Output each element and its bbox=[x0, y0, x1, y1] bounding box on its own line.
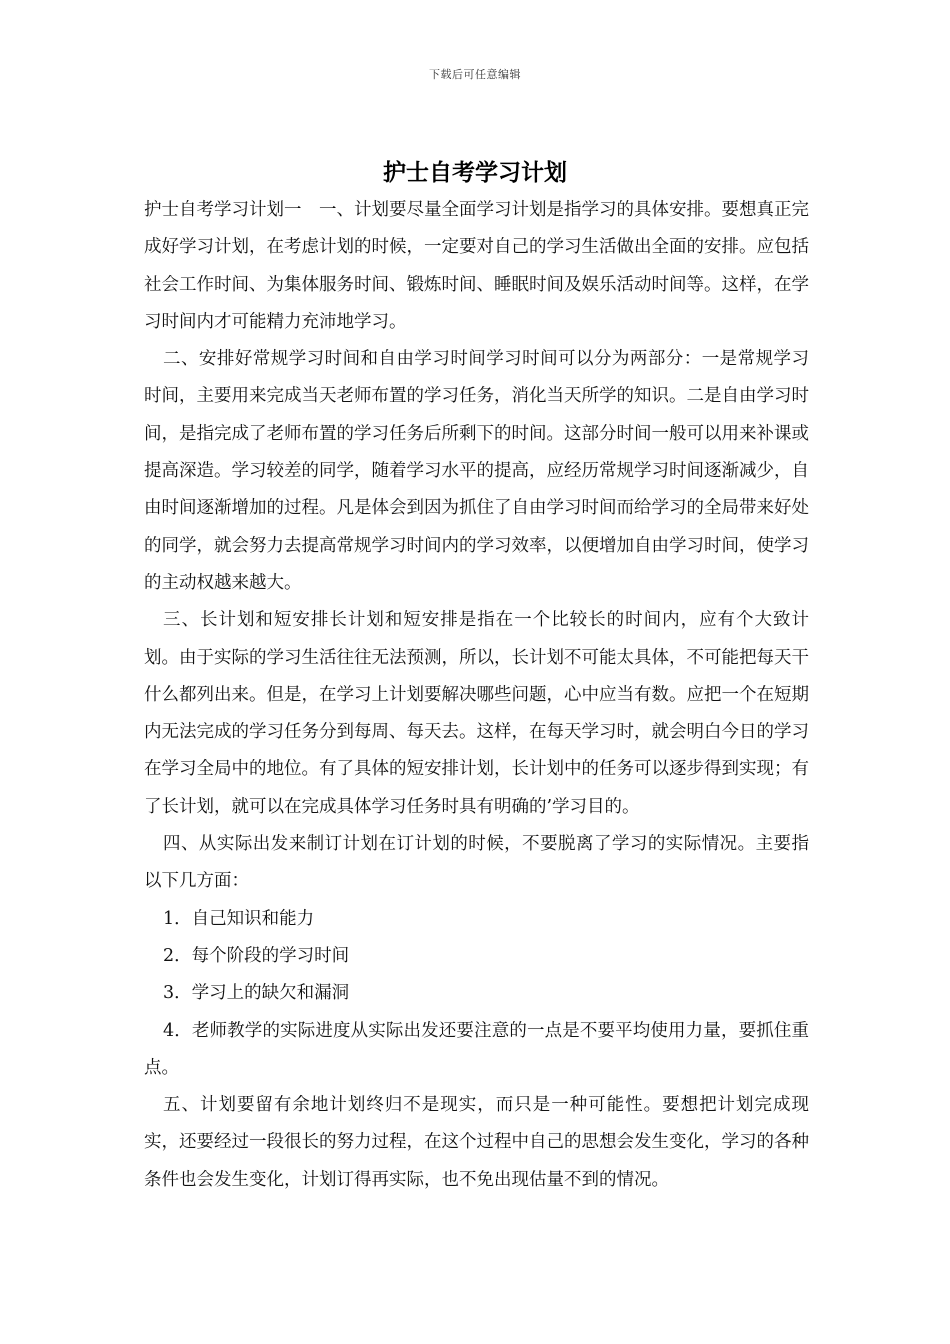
paragraph-3: 三、长计划和短安排长计划和短安排是指在一个比较长的时间内，应有个大致计划。由于实际的学习生活往往无法预测，所以，长计划不可能太具体，不可能把每天干什么都列出来。但是，在学习上计划要解决哪些问题，心中应当有数。应把一个在短期内无法完成的学习任务分到每周、每天去。这样，在每天学习时，就会明白今日的学习在学习全局中的地位。有了具体的短安排计划，长计划中的任务可以逐步得到实现；有了长计划，就可以在完成具体学习任务时具有明确的’学习目的。 bbox=[144, 610, 809, 817]
paragraph-5: 五、计划要留有余地计划终归不是现实，而只是一种可能性。要想把计划完成现实，还要经过一段很长的努力过程，在这个过程中自己的思想会发生变化，学习的各种条件也会发生变化，计划订得再实际，也不免出现估量不到的情况。 bbox=[144, 1095, 809, 1190]
list-item-2: 2．每个阶段的学习时间 bbox=[163, 945, 350, 966]
header-note: 下载后可任意编辑 bbox=[429, 68, 521, 81]
document-body bbox=[144, 192, 809, 1199]
list-item-4: 4．老师教学的实际进度从实际出发还要注意的一点是不要平均使用力量，要抓住重点。 bbox=[144, 1020, 809, 1078]
paragraph-2: 二、安排好常规学习时间和自由学习时间学习时间可以分为两部分：一是常规学习时间，主要用来完成当天老师布置的学习任务，消化当天所学的知识。二是自由学习时间，是指完成了老师布置的学习任务后所剩下的时间。这部分时间一般可以用来补课或提高深造。学习较差的同学，随着学习水平的提高，应经历常规学习时间逐渐减少，自由时间逐渐增加的过程。凡是体会到因为抓住了自由学习时间而给学习的全局带来好处的同学，就会努力去提高常规学习时间内的学习效率，以便增加自由学习时间，使学习的主动权越来越大。 bbox=[144, 349, 809, 593]
paragraph-1: 护士自考学习计划一 一、计划要尽量全面学习计划是指学习的具体安排。要想真正完成好学习计划，在考虑计划的时候，一定要对自己的学习生活做出全面的安排。应包括社会工作时间、为集体服务时间、锻炼时间、睡眠时间及娱乐活动时间等。这样，在学习时间内才可能精力充沛地学习。 bbox=[144, 200, 809, 332]
list-item-1: 1．自己知识和能力 bbox=[163, 908, 315, 929]
document-title: 护士自考学习计划 bbox=[383, 160, 567, 186]
list-item-3: 3．学习上的缺欠和漏洞 bbox=[163, 983, 350, 1004]
paragraph-4: 四、从实际出发来制订计划在订计划的时候，不要脱离了学习的实际情况。主要指以下几方面： bbox=[144, 834, 809, 892]
